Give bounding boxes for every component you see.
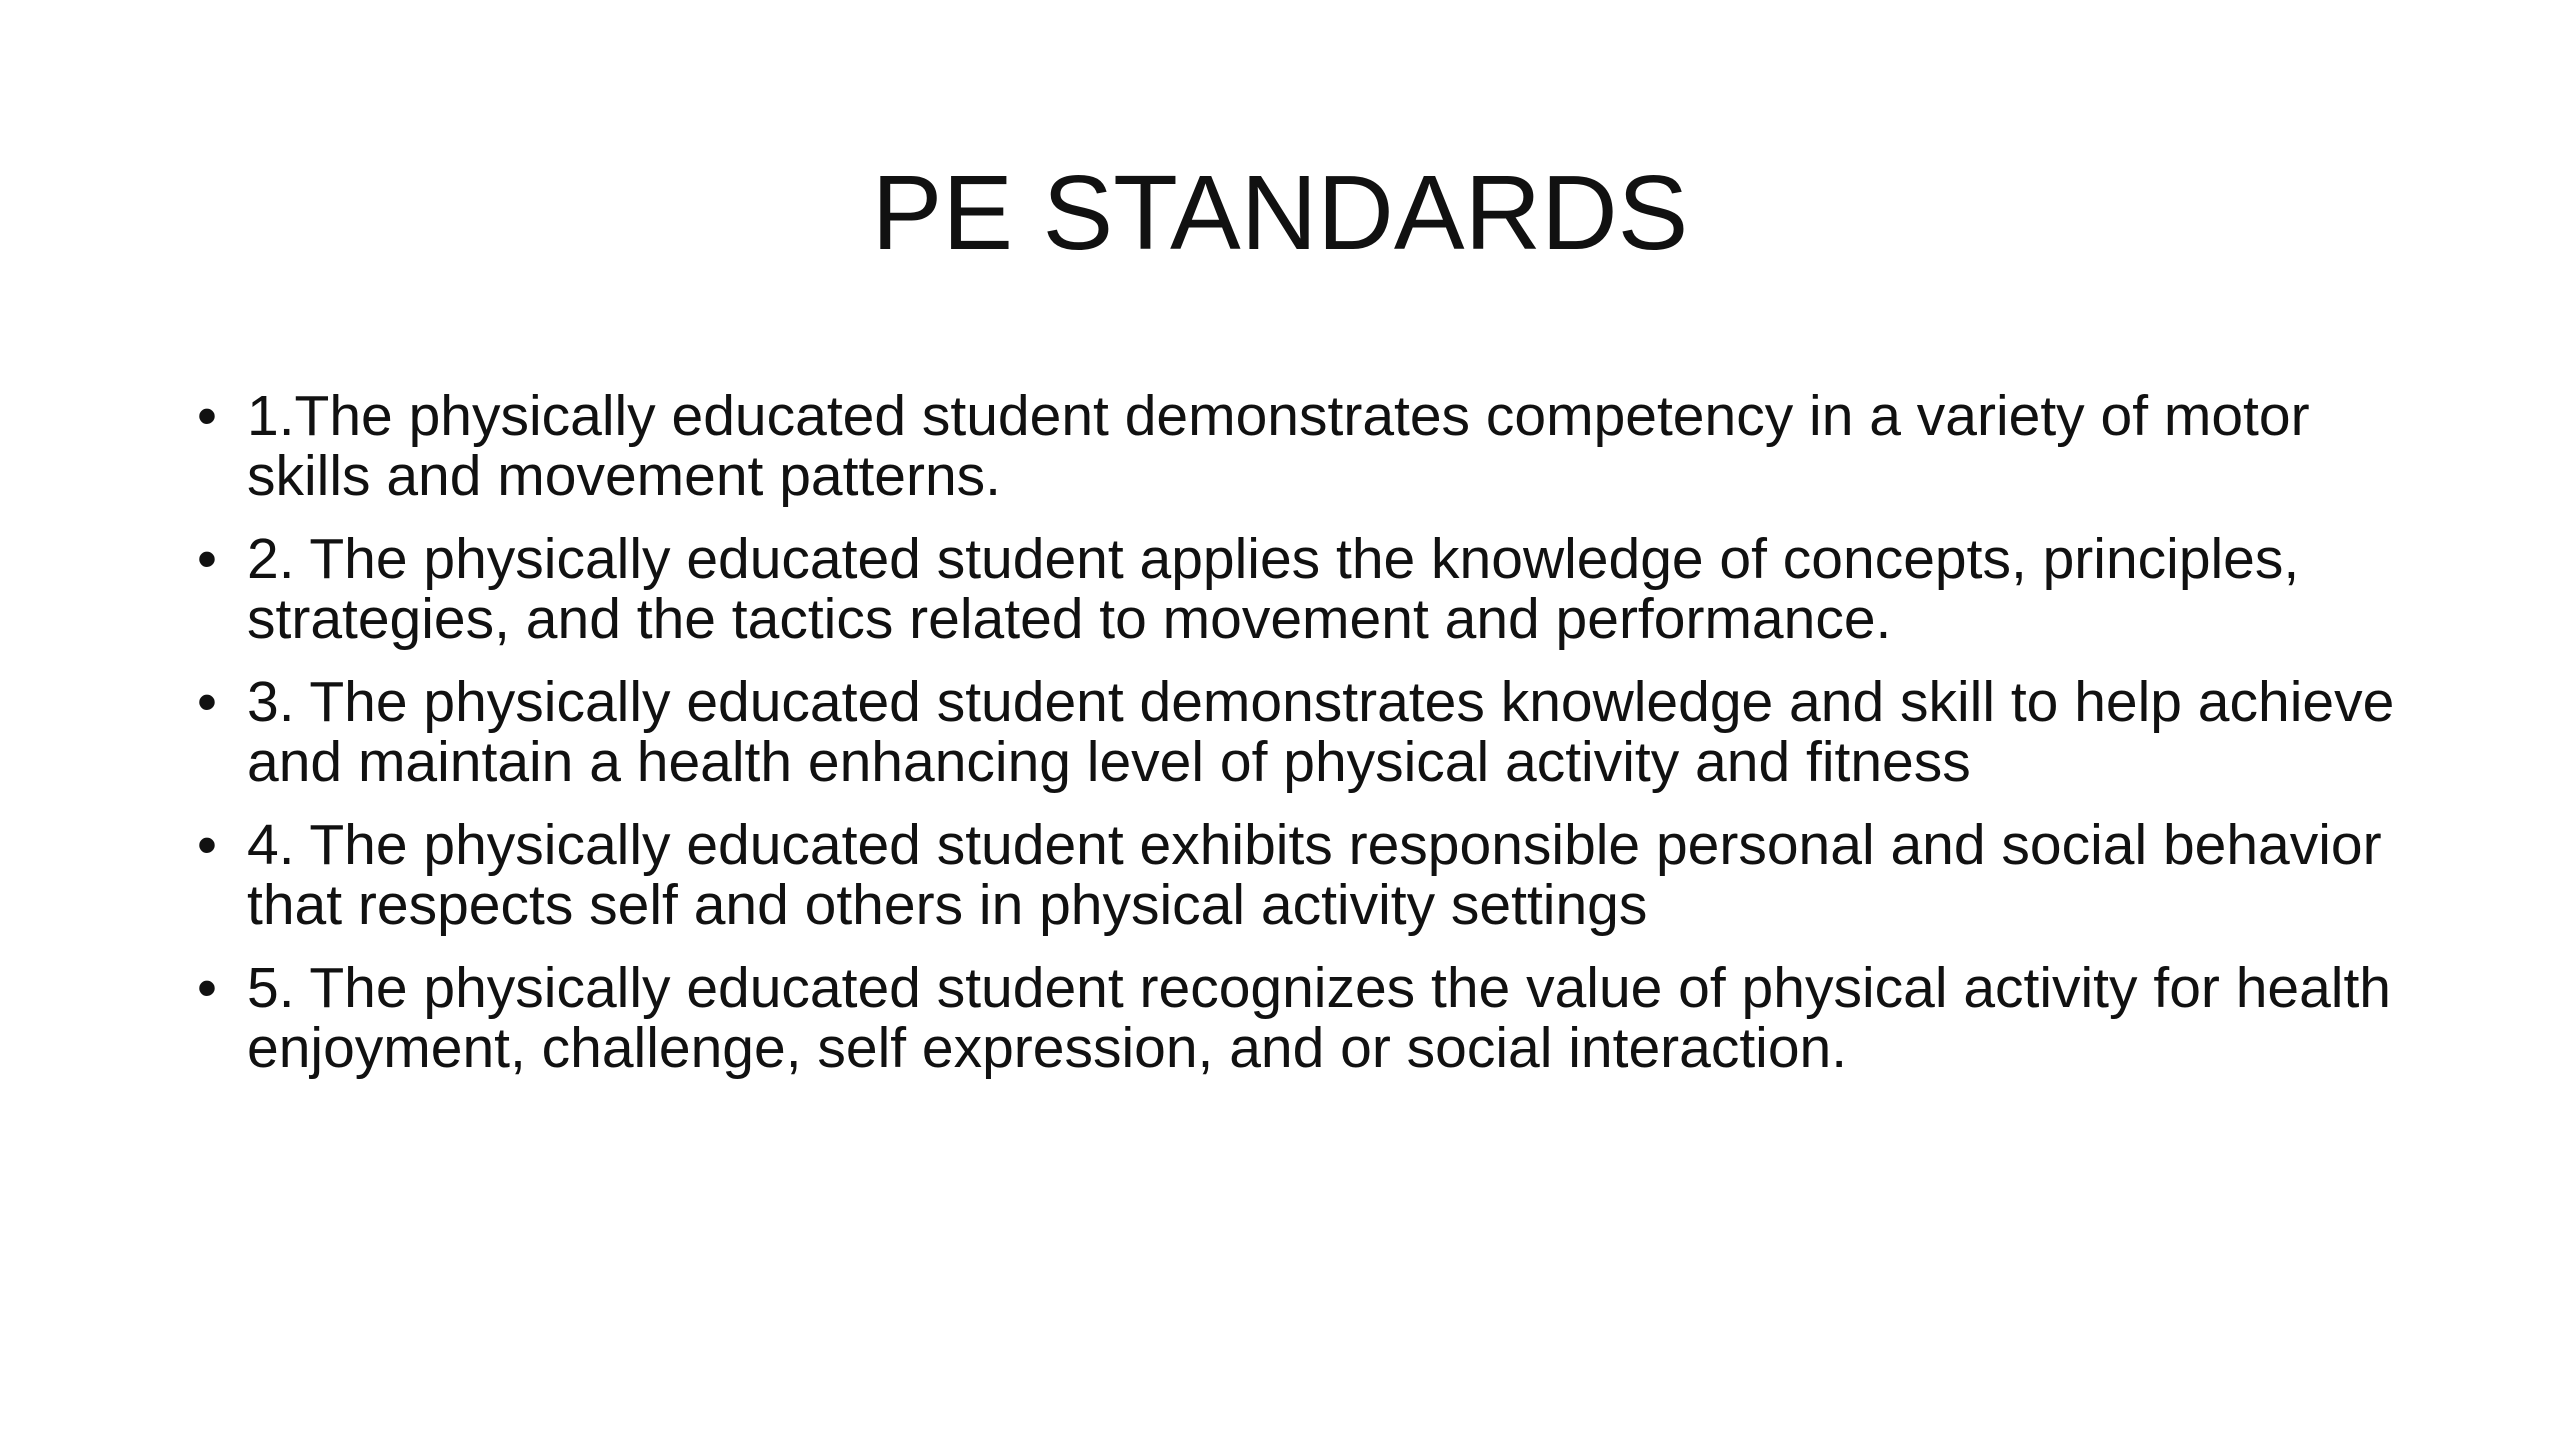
list-item <box>195 529 2440 649</box>
list-item <box>195 815 2440 935</box>
standard-text: 3. The physically educated student demonstrates knowledge and skill to help achieve and maintain a health enhancing level of physical activity and fitness <box>247 670 2395 794</box>
bullet-icon: • <box>197 527 217 591</box>
list-item <box>195 386 2440 506</box>
standard-text: 2. The physically educated student applies the knowledge of concepts, principles, strategies, and the tactics related to movement and performance. <box>247 527 2300 651</box>
bullet-icon: • <box>197 384 217 448</box>
list-item <box>195 672 2440 792</box>
bullet-icon: • <box>197 670 217 734</box>
list-item <box>195 958 2440 1078</box>
bullet-icon: • <box>197 813 217 877</box>
bullet-icon: • <box>197 956 217 1020</box>
slide-title: PE STANDARDS <box>871 154 1689 272</box>
standard-text: 5. The physically educated student recognizes the value of physical activity for health enjoyment, challenge, self expression, and or social interaction. <box>247 956 2392 1080</box>
standards-list <box>195 386 2440 1101</box>
standard-text: 4. The physically educated student exhibits responsible personal and social behavior that respects self and others in physical activity settings <box>247 813 2382 937</box>
standard-text: 1.The physically educated student demonstrates competency in a variety of motor skills and movement patterns. <box>247 384 2310 508</box>
